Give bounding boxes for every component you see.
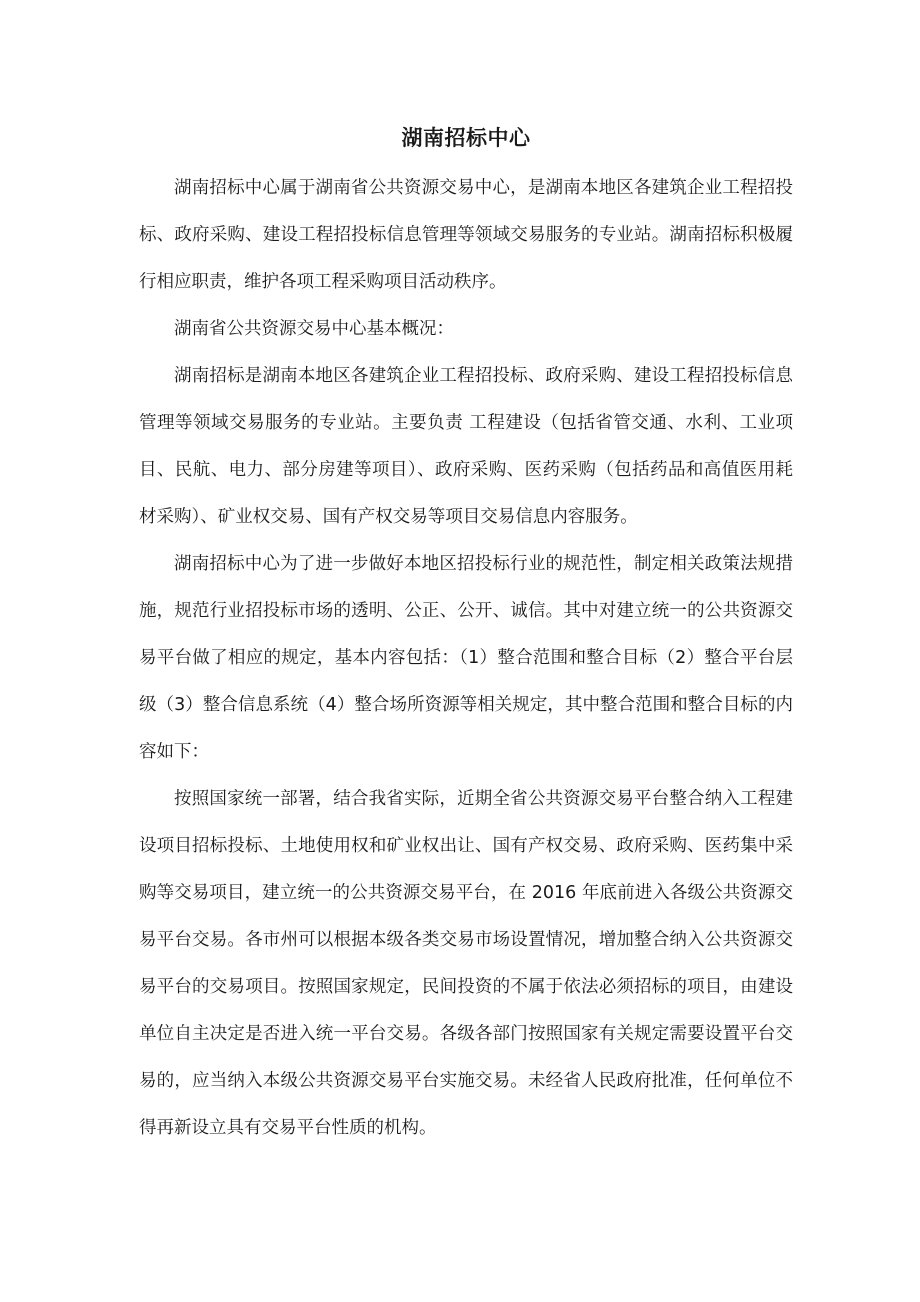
paragraph-intro: 湖南招标中心属于湖南省公共资源交易中心，是湖南本地区各建筑企业工程招投标、政府采购、建设工程招投标信息管理等领域交易服务的专业站。湖南招标积极履行相应职责，维护各项工程采购项目活动秩序。 xyxy=(139,178,793,292)
document-body xyxy=(139,118,793,1152)
document-title: 湖南招标中心 xyxy=(401,126,531,150)
paragraph-overview-heading: 湖南省公共资源交易中心基本概况： xyxy=(174,319,454,339)
paragraph-responsibilities: 湖南招标是湖南本地区各建筑企业工程招投标、政府采购、建设工程招投标信息管理等领域交易服务的专业站。主要负责 工程建设（包括省管交通、水利、工业项目、民航、电力、部分房建等项目）、政府采购、医药采购（包括药品和高值医用耗材采购）、矿业权交易、国有产权交易等项目交易信息内容服务。 xyxy=(139,366,793,527)
paragraph-regulations: 湖南招标中心为了进一步做好本地区招投标行业的规范性，制定相关政策法规措施，规范行业招投标市场的透明、公正、公开、诚信。其中对建立统一的公共资源交易平台做了相应的规定，基本内容包括：（1）整合范围和整合目标（2）整合平台层级（3）整合信息系统（4）整合场所资源等相关规定，其中整合范围和整合目标的内容如下： xyxy=(139,554,793,762)
paragraph-integration-scope: 按照国家统一部署，结合我省实际，近期全省公共资源交易平台整合纳入工程建设项目招标投标、土地使用权和矿业权出让、国有产权交易、政府采购、医药集中采购等交易项目，建立统一的公共资源交易平台，在 2016 年底前进入各级公共资源交易平台交易。各市州可以根据本级各类交易市场设置情况，增加整合纳入公共资源交易平台的交易项目。按照国家规定，民间投资的不属于依法必须招标的项目，由建设单位自主决定是否进入统一平台交易。各级各部门按照国家有关规定需要设置平台交易的，应当纳入本级公共资源交易平台实施交易。未经省人民政府批准，任何单位不得再新设立具有交易平台性质的机构。 xyxy=(139,789,793,1138)
